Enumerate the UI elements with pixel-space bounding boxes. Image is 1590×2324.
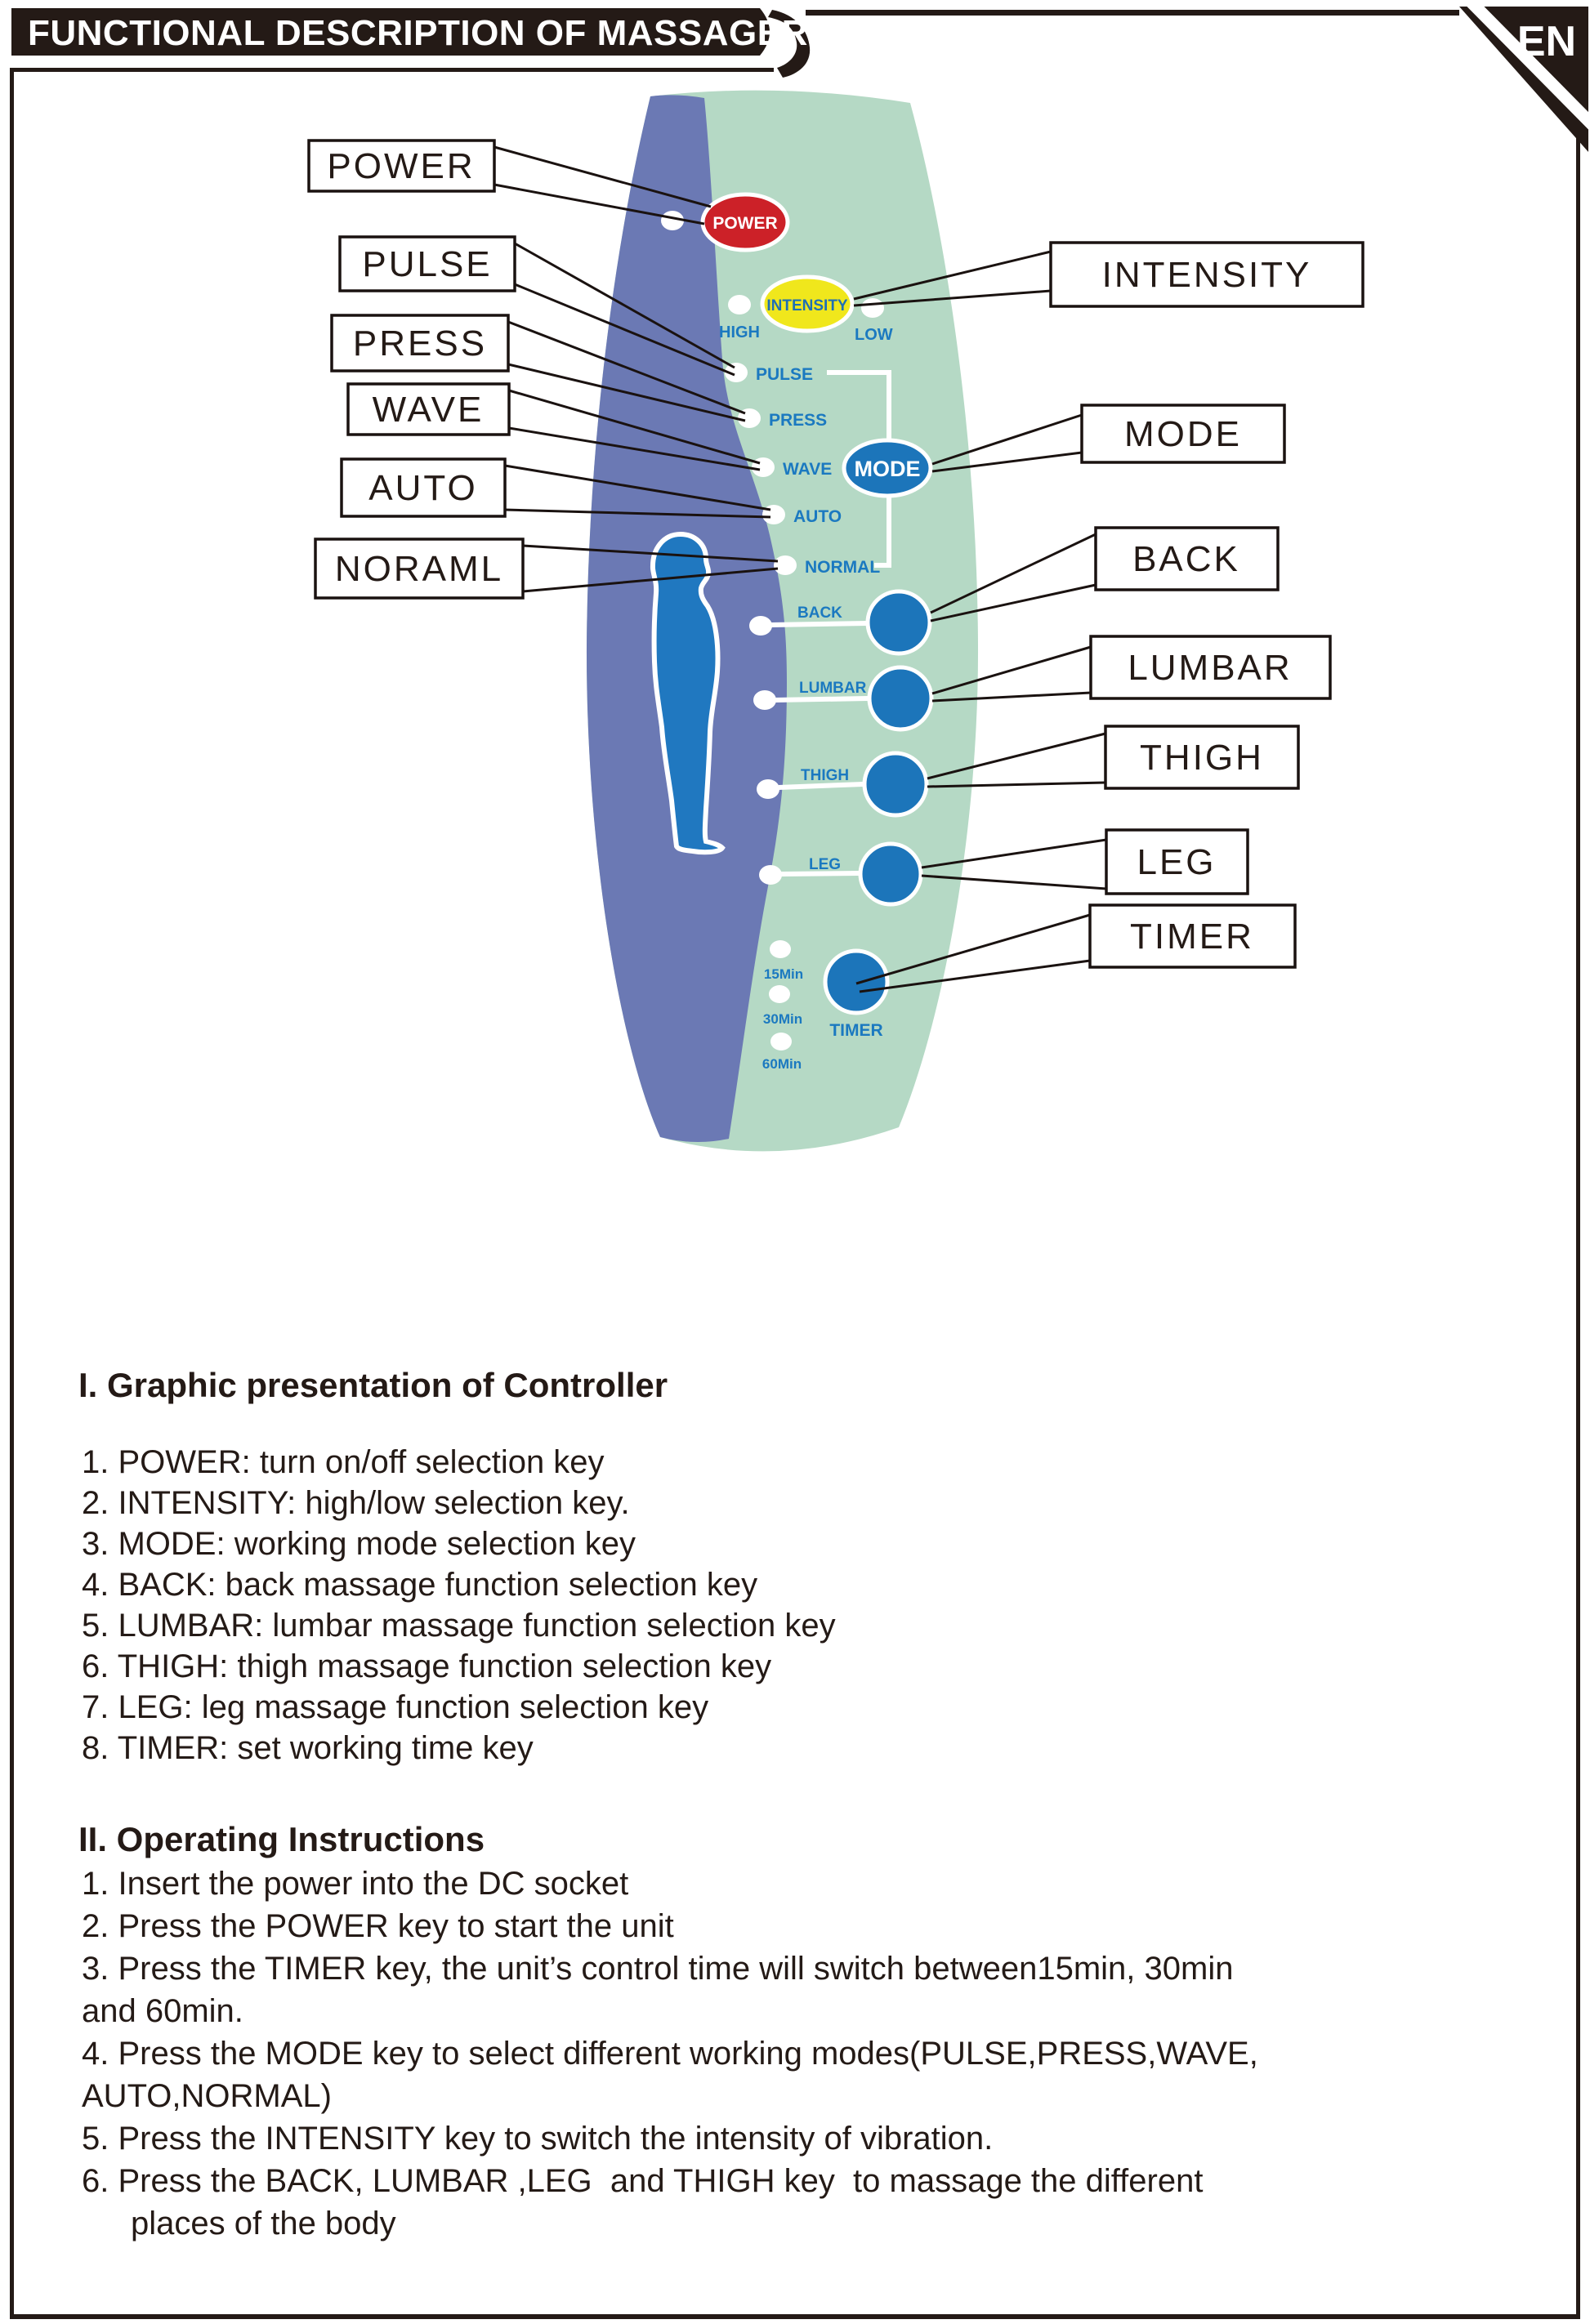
callout-timer-label: TIMER: [1130, 917, 1254, 957]
page-title: FUNCTIONAL DESCRIPTION OF MASSAGER: [28, 13, 808, 53]
power-button-label: POWER: [712, 214, 778, 233]
section1-item: 4. BACK: back massage function selection key: [82, 1567, 758, 1603]
language-corner: [1459, 0, 1590, 152]
section2-item-continuation: places of the body: [131, 2206, 396, 2241]
leg-zone-label: LEG: [809, 856, 842, 873]
high-led-label: HIGH: [719, 323, 760, 341]
low-led: [861, 298, 884, 318]
section1-item: 6. THIGH: thigh massage function selection key: [82, 1648, 772, 1684]
controller-illustration: [587, 91, 978, 1152]
thigh-led: [757, 779, 779, 799]
normal-led-label: NORMAL: [805, 558, 881, 577]
callout-back-label: BACK: [1132, 539, 1240, 579]
lumbar-button: [869, 667, 931, 729]
high-led: [728, 295, 751, 314]
leg-led: [759, 865, 782, 885]
wave-led: [752, 457, 775, 477]
normal-led: [774, 555, 797, 575]
section1-item: 1. POWER: turn on/off selection key: [82, 1444, 605, 1480]
callout-mode-label: MODE: [1124, 414, 1242, 454]
callout-pulse-label: PULSE: [362, 244, 493, 284]
timer-button-label: TIMER: [829, 1021, 883, 1040]
callout-wave-label: WAVE: [372, 390, 485, 430]
mode-button-label: MODE: [854, 457, 921, 481]
pulse-led-label: PULSE: [756, 365, 814, 384]
section1-item: 5. LUMBAR: lumbar massage function selection key: [82, 1608, 836, 1644]
section2-item: and 60min.: [82, 1993, 243, 2029]
callout-intensity-label: INTENSITY: [1101, 255, 1312, 295]
timer-15-label: 15Min: [763, 966, 804, 982]
callout-leg-label: LEG: [1137, 842, 1217, 882]
timer-60-label: 60Min: [762, 1056, 802, 1072]
thigh-zone-label: THIGH: [801, 767, 850, 784]
timer-60-led: [770, 1033, 792, 1050]
callout-noraml-label: NORAML: [334, 549, 504, 589]
callout-thigh-label: THIGH: [1140, 738, 1264, 778]
section1-item: 8. TIMER: set working time key: [82, 1730, 534, 1766]
timer-30-led: [769, 985, 790, 1003]
section2-item: 4. Press the MODE key to select different working modes(PULSE,PRESS,WAVE,: [82, 2036, 1258, 2072]
section2-item: 6. Press the BACK, LUMBAR ,LEG and THIGH key to massage the different: [82, 2163, 1204, 2199]
callout-press-label: PRESS: [352, 323, 488, 364]
language-tag: EN: [1516, 18, 1577, 65]
section2-item: 2. Press the POWER key to start the unit: [82, 1908, 674, 1944]
section1-item: 7. LEG: leg massage function selection key: [82, 1689, 709, 1725]
section2-item: 5. Press the INTENSITY key to switch the intensity of vibration.: [82, 2121, 994, 2157]
back-zone-label: BACK: [797, 604, 842, 622]
low-led-label: LOW: [855, 326, 893, 344]
section1-item: 2. INTENSITY: high/low selection key.: [82, 1485, 630, 1521]
lumbar-connector-line: [775, 698, 868, 700]
title-bar: [11, 8, 810, 78]
section1-heading: I. Graphic presentation of Controller: [78, 1366, 668, 1404]
border-bottom: [10, 2314, 1580, 2319]
section2-item: AUTO,NORMAL): [82, 2078, 332, 2114]
leg-connector-line: [781, 873, 860, 874]
thigh-button: [864, 753, 927, 815]
back-led: [749, 616, 772, 636]
lumbar-zone-label: LUMBAR: [799, 680, 867, 697]
timer-30-label: 30Min: [762, 1011, 803, 1027]
section1-item: 3. MODE: working mode selection key: [82, 1526, 636, 1562]
leg-button: [860, 844, 921, 904]
section2-item: 3. Press the TIMER key, the unit’s control time will switch between15min, 30min: [82, 1951, 1234, 1987]
wave-led-label: WAVE: [783, 460, 833, 479]
auto-led-label: AUTO: [793, 507, 842, 526]
section2-item: 1. Insert the power into the DC socket: [82, 1866, 629, 1902]
timer-15-led: [770, 940, 791, 958]
callout-auto-label: AUTO: [368, 468, 478, 508]
lumbar-led: [753, 690, 776, 710]
back-connector-line: [771, 623, 868, 625]
intensity-button-label: INTENSITY: [766, 297, 848, 314]
callout-lumbar-label: LUMBAR: [1128, 648, 1293, 688]
timer-button: [825, 951, 887, 1013]
press-led-label: PRESS: [769, 411, 828, 430]
back-button: [868, 591, 930, 653]
callout-power-label: POWER: [327, 146, 476, 186]
thigh-connector-line: [779, 784, 863, 787]
section2-heading: II. Operating Instructions: [78, 1820, 485, 1858]
